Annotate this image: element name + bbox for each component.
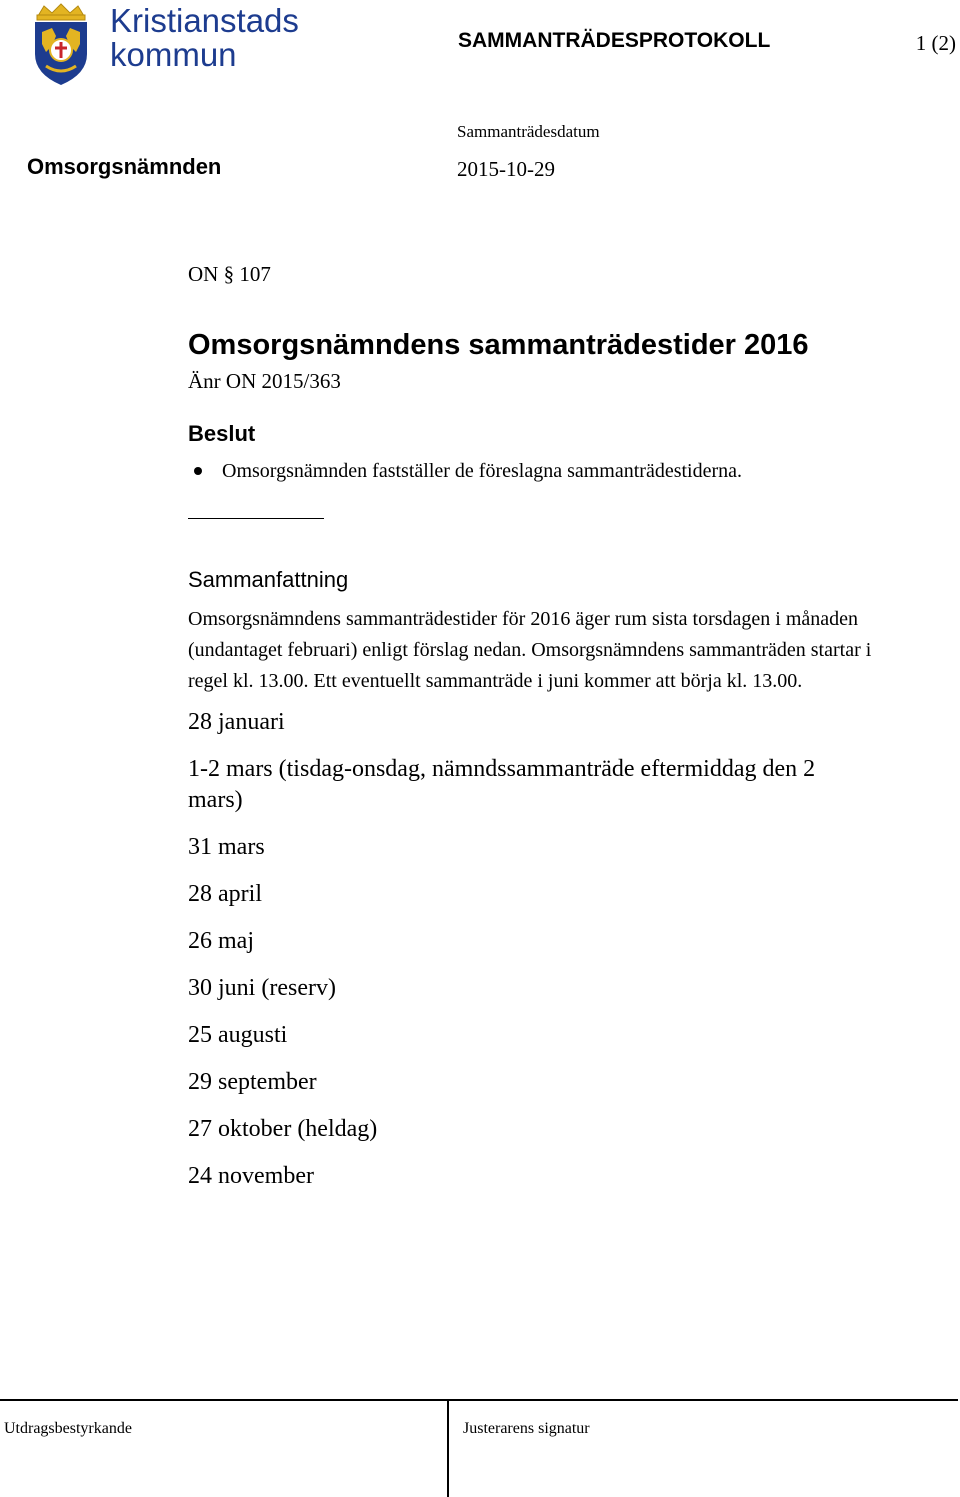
footer-divider — [447, 1399, 449, 1497]
page-number: 1 (2) — [915, 31, 956, 55]
logo-wordmark — [110, 4, 299, 72]
bullet-icon — [194, 467, 202, 475]
kristianstads-kommun-logo — [22, 2, 302, 88]
coat-of-arms-icon — [22, 2, 100, 88]
decision-item — [188, 458, 888, 484]
decision-heading: Beslut — [188, 421, 256, 446]
meeting-date-item: 1-2 mars (tisdag-onsdag, nämndssammanträde eftermiddag den 2 mars) — [188, 756, 816, 813]
meeting-date-item: 28 januari — [188, 709, 285, 735]
extract-certification-label: Utdragsbestyrkande — [4, 1420, 132, 1437]
meeting-date-item: 31 mars — [188, 834, 265, 860]
decision-item-text: Omsorgsnämnden fastställer de föreslagna sammanträdestiderna. — [222, 460, 743, 482]
decision-list — [188, 458, 888, 484]
protocol-section — [188, 262, 888, 1208]
logo-text-line2: kommun — [110, 36, 237, 73]
meeting-date-item: 24 november — [188, 1163, 314, 1189]
committee-name: Omsorgsnämnden — [27, 154, 222, 179]
meeting-date-item: 30 juni (reserv) — [188, 975, 336, 1001]
document-type: SAMMANTRÄDESPROTOKOLL — [458, 29, 771, 52]
summary-text: Omsorgsnämndens sammanträdestider för 2016 äger rum sista torsdagen i månaden (undantaget februari) enligt förslag nedan. Omsorgsnämndens sammanträden startar i regel kl. 13.00. Ett eventuellt sammanträde i juni kommer att börja kl. 13.00. — [188, 608, 872, 692]
meeting-date-item: 29 september — [188, 1069, 317, 1095]
paragraph-reference: ON § 107 — [188, 262, 271, 286]
meeting-date-item: 27 oktober (heldag) — [188, 1116, 378, 1142]
divider — [188, 518, 324, 519]
adjuster-signature-label: Justerarens signatur — [463, 1420, 590, 1437]
meeting-dates-list — [188, 707, 888, 1192]
case-number: Änr ON 2015/363 — [188, 369, 341, 393]
footer-rule — [0, 1399, 958, 1401]
meeting-date-item: 28 april — [188, 881, 262, 907]
summary-heading: Sammanfattning — [188, 567, 349, 592]
meeting-date-label: Sammanträdesdatum — [457, 122, 600, 141]
logo-text-line1: Kristianstads — [110, 2, 299, 39]
meeting-date-item: 25 augusti — [188, 1022, 288, 1048]
meeting-date-item: 26 maj — [188, 928, 254, 954]
section-title: Omsorgsnämndens sammanträdestider 2016 — [188, 329, 809, 361]
meeting-date: 2015-10-29 — [457, 157, 555, 181]
